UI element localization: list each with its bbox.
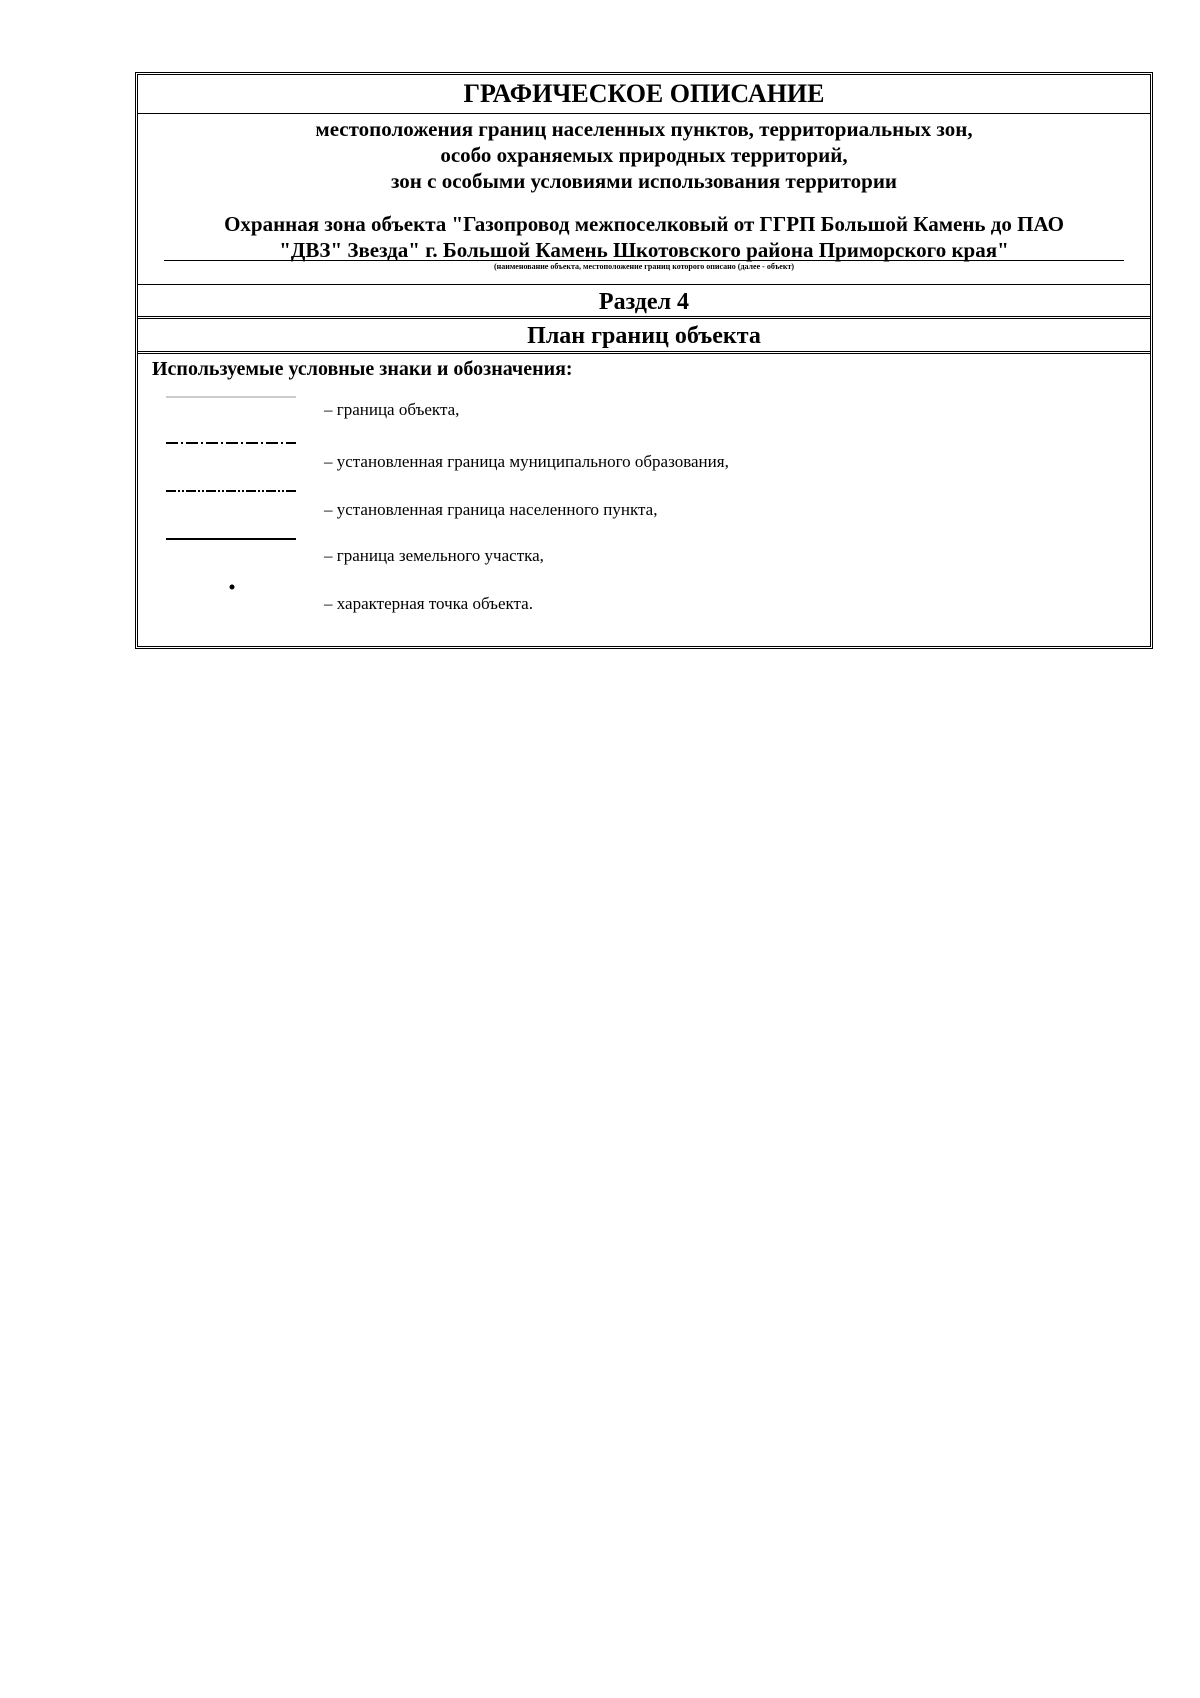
object-name [138, 211, 1150, 263]
section-number: Раздел 4 [598, 289, 690, 315]
legend-item-label: – граница объекта, [324, 400, 460, 419]
subtitle-line: особо охраняемых природных территорий, [440, 143, 848, 167]
legend-item-characteristic-point [138, 579, 1150, 619]
object-name-underline [164, 260, 1124, 261]
divider-section [138, 284, 1150, 285]
thin-gray-line-icon [166, 389, 296, 409]
document-subtitle [138, 116, 1150, 194]
legend-item-land-plot-boundary [138, 531, 1150, 571]
legend-item-label: – граница земельного участка, [324, 546, 544, 565]
divider-section-title [138, 316, 1150, 319]
legend-item-object-boundary [138, 391, 1150, 431]
divider-legend [138, 351, 1150, 354]
legend-item-settlement-boundary [138, 485, 1150, 525]
legend-item-label: – характерная точка объекта. [324, 594, 533, 613]
object-name-line: Охранная зона объекта "Газопровод межпоселковый от ГГРП Большой Камень до ПАО [224, 212, 1064, 236]
dash-dot-dot-line-icon [166, 483, 296, 503]
dash-dot-line-icon [166, 435, 296, 455]
object-name-line: "ДВЗ" Звезда" г. Большой Камень Шкотовского района Приморского края" [279, 238, 1009, 262]
document-frame [135, 72, 1153, 649]
document-title: ГРАФИЧЕСКОЕ ОПИСАНИЕ [463, 79, 825, 108]
subtitle-line: зон с особыми условиями использования территории [390, 169, 898, 193]
divider-title [138, 113, 1150, 114]
legend-item-label: – установленная граница населенного пункта, [324, 500, 658, 519]
object-caption: (наименование объекта, местоположение границ которого описано (далее - объект) [493, 262, 795, 271]
solid-black-line-icon [166, 531, 296, 551]
dot-marker-icon [166, 579, 296, 599]
legend-item-label: – установленная граница муниципального образования, [324, 452, 729, 471]
legend-heading: Используемые условные знаки и обозначения: [152, 358, 573, 380]
legend-item-municipal-boundary [138, 437, 1150, 477]
section-title: План границ объекта [527, 323, 761, 349]
subtitle-line: местоположения границ населенных пунктов, территориальных зон, [315, 117, 973, 141]
